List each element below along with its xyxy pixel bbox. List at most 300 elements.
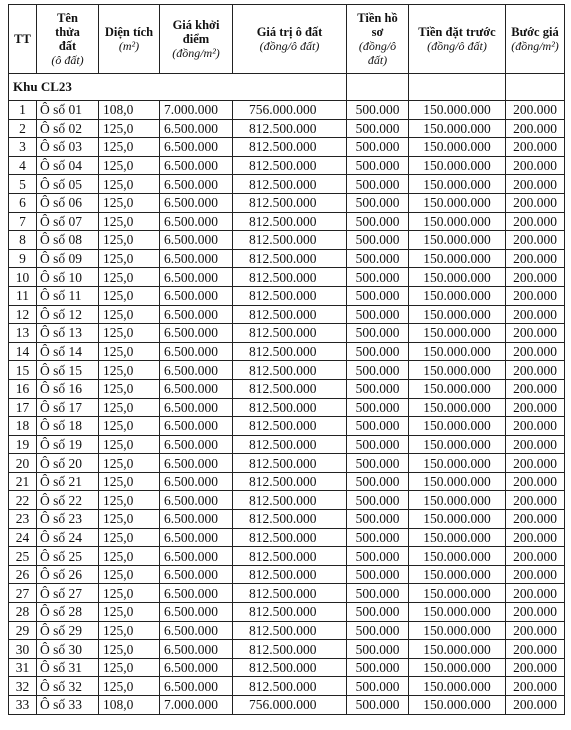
start-price-cell: 6.500.000 <box>160 621 233 640</box>
start-price-cell: 6.500.000 <box>160 286 233 305</box>
plot-area-cell: 125,0 <box>99 379 160 398</box>
table-row <box>9 305 565 324</box>
plot-name-cell: Ô số 33 <box>37 696 99 715</box>
application-fee-cell: 500.000 <box>347 547 409 566</box>
deposit-amount-cell: 150.000.000 <box>409 249 506 268</box>
plot-name-cell: Ô số 15 <box>37 361 99 380</box>
plot-value-cell: 812.500.000 <box>233 565 347 584</box>
row-number-cell: 30 <box>9 640 37 659</box>
application-fee-cell: 500.000 <box>347 361 409 380</box>
row-number-cell: 15 <box>9 361 37 380</box>
plot-name-cell: Ô số 08 <box>37 231 99 250</box>
table-row <box>9 193 565 212</box>
start-price-cell: 6.500.000 <box>160 231 233 250</box>
plot-name-cell: Ô số 19 <box>37 435 99 454</box>
price-step-cell: 200.000 <box>506 584 565 603</box>
plot-area-cell: 125,0 <box>99 491 160 510</box>
table-row <box>9 677 565 696</box>
plot-name-cell: Ô số 23 <box>37 510 99 529</box>
table-row <box>9 342 565 361</box>
row-number-cell: 11 <box>9 286 37 305</box>
start-price-cell: 6.500.000 <box>160 361 233 380</box>
deposit-amount-cell: 150.000.000 <box>409 547 506 566</box>
plot-name-cell: Ô số 21 <box>37 472 99 491</box>
section-empty-cell <box>409 74 506 101</box>
plot-value-cell: 812.500.000 <box>233 398 347 417</box>
table-row <box>9 454 565 473</box>
plot-area-cell: 125,0 <box>99 119 160 138</box>
plot-value-cell: 812.500.000 <box>233 658 347 677</box>
header-start-price-line1: Giá khởi <box>172 18 220 32</box>
price-step-cell: 200.000 <box>506 565 565 584</box>
row-number-cell: 25 <box>9 547 37 566</box>
application-fee-cell: 500.000 <box>347 156 409 175</box>
plot-value-cell: 812.500.000 <box>233 175 347 194</box>
plot-name-cell: Ô số 06 <box>37 193 99 212</box>
plot-area-cell: 125,0 <box>99 231 160 250</box>
row-number-cell: 5 <box>9 175 37 194</box>
table-body <box>9 74 565 715</box>
deposit-amount-cell: 150.000.000 <box>409 305 506 324</box>
table-row <box>9 231 565 250</box>
table-row <box>9 361 565 380</box>
table-row <box>9 435 565 454</box>
deposit-amount-cell: 150.000.000 <box>409 491 506 510</box>
plot-area-cell: 108,0 <box>99 696 160 715</box>
row-number-cell: 22 <box>9 491 37 510</box>
price-step-cell: 200.000 <box>506 528 565 547</box>
table-row <box>9 491 565 510</box>
plot-name-cell: Ô số 18 <box>37 417 99 436</box>
deposit-amount-cell: 150.000.000 <box>409 454 506 473</box>
table-row <box>9 640 565 659</box>
start-price-cell: 6.500.000 <box>160 417 233 436</box>
header-price-step <box>506 5 565 74</box>
plot-value-cell: 756.000.000 <box>233 696 347 715</box>
plot-area-cell: 125,0 <box>99 342 160 361</box>
plot-area-cell: 125,0 <box>99 454 160 473</box>
plot-name-cell: Ô số 16 <box>37 379 99 398</box>
application-fee-cell: 500.000 <box>347 305 409 324</box>
application-fee-cell: 500.000 <box>347 640 409 659</box>
plot-name-cell: Ô số 07 <box>37 212 99 231</box>
plot-area-cell: 125,0 <box>99 249 160 268</box>
plot-name-cell: Ô số 13 <box>37 324 99 343</box>
plot-name-cell: Ô số 10 <box>37 268 99 287</box>
header-plot-name-line2: thửa <box>55 25 80 39</box>
table-row <box>9 472 565 491</box>
application-fee-cell: 500.000 <box>347 565 409 584</box>
price-step-cell: 200.000 <box>506 193 565 212</box>
plot-name-cell: Ô số 20 <box>37 454 99 473</box>
deposit-amount-cell: 150.000.000 <box>409 342 506 361</box>
start-price-cell: 6.500.000 <box>160 212 233 231</box>
application-fee-cell: 500.000 <box>347 658 409 677</box>
deposit-amount-cell: 150.000.000 <box>409 472 506 491</box>
plot-area-cell: 125,0 <box>99 361 160 380</box>
plot-value-cell: 812.500.000 <box>233 472 347 491</box>
plot-name-cell: Ô số 12 <box>37 305 99 324</box>
plot-area-cell: 125,0 <box>99 528 160 547</box>
plot-value-cell: 812.500.000 <box>233 305 347 324</box>
plot-value-cell: 812.500.000 <box>233 491 347 510</box>
plot-area-cell: 125,0 <box>99 603 160 622</box>
table-row <box>9 417 565 436</box>
table-row <box>9 249 565 268</box>
plot-value-cell: 812.500.000 <box>233 417 347 436</box>
plot-value-cell: 812.500.000 <box>233 249 347 268</box>
plot-name-cell: Ô số 31 <box>37 658 99 677</box>
plot-value-cell: 812.500.000 <box>233 603 347 622</box>
table-row <box>9 510 565 529</box>
start-price-cell: 6.500.000 <box>160 491 233 510</box>
table-row <box>9 584 565 603</box>
application-fee-cell: 500.000 <box>347 510 409 529</box>
plot-name-cell: Ô số 05 <box>37 175 99 194</box>
plot-area-cell: 125,0 <box>99 398 160 417</box>
application-fee-cell: 500.000 <box>347 231 409 250</box>
start-price-cell: 6.500.000 <box>160 398 233 417</box>
plot-value-cell: 812.500.000 <box>233 528 347 547</box>
header-start-price <box>160 5 233 74</box>
deposit-amount-cell: 150.000.000 <box>409 398 506 417</box>
price-step-cell: 200.000 <box>506 696 565 715</box>
deposit-amount-cell: 150.000.000 <box>409 138 506 157</box>
plot-value-cell: 812.500.000 <box>233 138 347 157</box>
price-step-cell: 200.000 <box>506 547 565 566</box>
start-price-cell: 6.500.000 <box>160 435 233 454</box>
price-step-cell: 200.000 <box>506 454 565 473</box>
plot-value-cell: 812.500.000 <box>233 435 347 454</box>
plot-area-cell: 125,0 <box>99 510 160 529</box>
plot-value-cell: 812.500.000 <box>233 231 347 250</box>
start-price-cell: 6.500.000 <box>160 324 233 343</box>
application-fee-cell: 500.000 <box>347 584 409 603</box>
row-number-cell: 2 <box>9 119 37 138</box>
header-row <box>9 5 565 74</box>
plot-name-cell: Ô số 29 <box>37 621 99 640</box>
header-plot-name-line3: đất <box>58 39 77 53</box>
application-fee-cell: 500.000 <box>347 472 409 491</box>
start-price-cell: 7.000.000 <box>160 696 233 715</box>
start-price-cell: 6.500.000 <box>160 640 233 659</box>
plot-name-cell: Ô số 03 <box>37 138 99 157</box>
application-fee-cell: 500.000 <box>347 603 409 622</box>
plot-name-cell: Ô số 17 <box>37 398 99 417</box>
table-row <box>9 156 565 175</box>
plot-value-cell: 756.000.000 <box>233 101 347 120</box>
plot-area-cell: 125,0 <box>99 677 160 696</box>
header-plot-value <box>233 5 347 74</box>
plot-area-cell: 125,0 <box>99 472 160 491</box>
start-price-cell: 6.500.000 <box>160 175 233 194</box>
table-row <box>9 696 565 715</box>
header-start-price-unit: (đồng/m²) <box>172 46 220 60</box>
row-number-cell: 9 <box>9 249 37 268</box>
price-step-cell: 200.000 <box>506 677 565 696</box>
start-price-cell: 6.500.000 <box>160 379 233 398</box>
price-step-cell: 200.000 <box>506 324 565 343</box>
plot-area-cell: 125,0 <box>99 175 160 194</box>
price-step-cell: 200.000 <box>506 417 565 436</box>
plot-value-cell: 812.500.000 <box>233 379 347 398</box>
deposit-amount-cell: 150.000.000 <box>409 286 506 305</box>
row-number-cell: 8 <box>9 231 37 250</box>
row-number-cell: 20 <box>9 454 37 473</box>
row-number-cell: 17 <box>9 398 37 417</box>
price-step-cell: 200.000 <box>506 398 565 417</box>
plot-value-cell: 812.500.000 <box>233 677 347 696</box>
application-fee-cell: 500.000 <box>347 621 409 640</box>
price-step-cell: 200.000 <box>506 342 565 361</box>
header-plot-name <box>37 5 99 74</box>
deposit-amount-cell: 150.000.000 <box>409 212 506 231</box>
plot-value-cell: 812.500.000 <box>233 193 347 212</box>
price-step-cell: 200.000 <box>506 268 565 287</box>
row-number-cell: 3 <box>9 138 37 157</box>
deposit-amount-cell: 150.000.000 <box>409 603 506 622</box>
start-price-cell: 6.500.000 <box>160 454 233 473</box>
plot-value-cell: 812.500.000 <box>233 621 347 640</box>
start-price-cell: 6.500.000 <box>160 268 233 287</box>
plot-area-cell: 108,0 <box>99 101 160 120</box>
deposit-amount-cell: 150.000.000 <box>409 268 506 287</box>
header-area-unit: (m²) <box>118 39 140 53</box>
header-application-fee-line2: sơ <box>371 25 384 39</box>
plot-name-cell: Ô số 30 <box>37 640 99 659</box>
price-step-cell: 200.000 <box>506 640 565 659</box>
deposit-amount-cell: 150.000.000 <box>409 156 506 175</box>
price-step-cell: 200.000 <box>506 510 565 529</box>
application-fee-cell: 500.000 <box>347 454 409 473</box>
header-price-step-unit: (đồng/m²) <box>511 39 559 53</box>
start-price-cell: 7.000.000 <box>160 101 233 120</box>
application-fee-cell: 500.000 <box>347 324 409 343</box>
row-number-cell: 12 <box>9 305 37 324</box>
plot-value-cell: 812.500.000 <box>233 584 347 603</box>
price-step-cell: 200.000 <box>506 231 565 250</box>
price-step-cell: 200.000 <box>506 379 565 398</box>
start-price-cell: 6.500.000 <box>160 677 233 696</box>
table-row <box>9 621 565 640</box>
plot-area-cell: 125,0 <box>99 268 160 287</box>
table-row <box>9 138 565 157</box>
table-row <box>9 119 565 138</box>
table-row <box>9 379 565 398</box>
price-step-cell: 200.000 <box>506 249 565 268</box>
price-step-cell: 200.000 <box>506 491 565 510</box>
application-fee-cell: 500.000 <box>347 528 409 547</box>
plot-area-cell: 125,0 <box>99 212 160 231</box>
price-step-cell: 200.000 <box>506 361 565 380</box>
plot-name-cell: Ô số 22 <box>37 491 99 510</box>
row-number-cell: 13 <box>9 324 37 343</box>
price-step-cell: 200.000 <box>506 156 565 175</box>
deposit-amount-cell: 150.000.000 <box>409 379 506 398</box>
start-price-cell: 6.500.000 <box>160 658 233 677</box>
row-number-cell: 18 <box>9 417 37 436</box>
start-price-cell: 6.500.000 <box>160 342 233 361</box>
header-deposit <box>409 5 506 74</box>
header-plot-value-label: Giá trị ô đất <box>256 25 323 39</box>
row-number-cell: 31 <box>9 658 37 677</box>
plot-name-cell: Ô số 27 <box>37 584 99 603</box>
row-number-cell: 27 <box>9 584 37 603</box>
table-row <box>9 398 565 417</box>
table-row <box>9 286 565 305</box>
application-fee-cell: 500.000 <box>347 138 409 157</box>
application-fee-cell: 500.000 <box>347 491 409 510</box>
header-plot-name-unit: (ô đất) <box>51 53 84 67</box>
plot-area-cell: 125,0 <box>99 584 160 603</box>
deposit-amount-cell: 150.000.000 <box>409 193 506 212</box>
plot-area-cell: 125,0 <box>99 621 160 640</box>
header-area-label: Diện tích <box>104 25 154 39</box>
price-step-cell: 200.000 <box>506 658 565 677</box>
header-deposit-unit: (đồng/ô đất) <box>427 39 487 53</box>
table-row <box>9 658 565 677</box>
row-number-cell: 7 <box>9 212 37 231</box>
plot-name-cell: Ô số 01 <box>37 101 99 120</box>
plot-area-cell: 125,0 <box>99 640 160 659</box>
plot-area-cell: 125,0 <box>99 286 160 305</box>
table-row <box>9 175 565 194</box>
row-number-cell: 4 <box>9 156 37 175</box>
plot-value-cell: 812.500.000 <box>233 342 347 361</box>
deposit-amount-cell: 150.000.000 <box>409 231 506 250</box>
deposit-amount-cell: 150.000.000 <box>409 324 506 343</box>
row-number-cell: 6 <box>9 193 37 212</box>
start-price-cell: 6.500.000 <box>160 138 233 157</box>
plot-value-cell: 812.500.000 <box>233 268 347 287</box>
start-price-cell: 6.500.000 <box>160 472 233 491</box>
header-plot-value-unit: (đồng/ô đất) <box>259 39 320 53</box>
plot-name-cell: Ô số 25 <box>37 547 99 566</box>
plot-value-cell: 812.500.000 <box>233 119 347 138</box>
deposit-amount-cell: 150.000.000 <box>409 361 506 380</box>
application-fee-cell: 500.000 <box>347 435 409 454</box>
plot-area-cell: 125,0 <box>99 658 160 677</box>
section-row <box>9 74 565 101</box>
application-fee-cell: 500.000 <box>347 379 409 398</box>
section-empty-cell <box>506 74 565 101</box>
deposit-amount-cell: 150.000.000 <box>409 584 506 603</box>
plot-area-cell: 125,0 <box>99 193 160 212</box>
row-number-cell: 32 <box>9 677 37 696</box>
table-row <box>9 528 565 547</box>
row-number-cell: 10 <box>9 268 37 287</box>
price-step-cell: 200.000 <box>506 472 565 491</box>
plot-name-cell: Ô số 11 <box>37 286 99 305</box>
row-number-cell: 16 <box>9 379 37 398</box>
deposit-amount-cell: 150.000.000 <box>409 565 506 584</box>
start-price-cell: 6.500.000 <box>160 584 233 603</box>
row-number-cell: 23 <box>9 510 37 529</box>
section-empty-cell <box>347 74 409 101</box>
application-fee-cell: 500.000 <box>347 286 409 305</box>
plot-area-cell: 125,0 <box>99 565 160 584</box>
plot-name-cell: Ô số 09 <box>37 249 99 268</box>
header-start-price-line2: điểm <box>182 32 210 46</box>
header-application-fee-unit2: đất) <box>367 53 388 67</box>
plot-name-cell: Ô số 26 <box>37 565 99 584</box>
price-step-cell: 200.000 <box>506 286 565 305</box>
plot-value-cell: 812.500.000 <box>233 640 347 659</box>
plot-area-cell: 125,0 <box>99 138 160 157</box>
plot-value-cell: 812.500.000 <box>233 324 347 343</box>
table-header <box>9 5 565 74</box>
deposit-amount-cell: 150.000.000 <box>409 175 506 194</box>
start-price-cell: 6.500.000 <box>160 547 233 566</box>
price-step-cell: 200.000 <box>506 212 565 231</box>
deposit-amount-cell: 150.000.000 <box>409 640 506 659</box>
plot-name-cell: Ô số 04 <box>37 156 99 175</box>
price-step-cell: 200.000 <box>506 435 565 454</box>
plot-area-cell: 125,0 <box>99 156 160 175</box>
header-application-fee <box>347 5 409 74</box>
plot-value-cell: 812.500.000 <box>233 286 347 305</box>
table-row <box>9 101 565 120</box>
start-price-cell: 6.500.000 <box>160 305 233 324</box>
plot-value-cell: 812.500.000 <box>233 547 347 566</box>
header-plot-name-line1: Tên <box>57 11 78 25</box>
row-number-cell: 19 <box>9 435 37 454</box>
application-fee-cell: 500.000 <box>347 175 409 194</box>
row-number-cell: 29 <box>9 621 37 640</box>
start-price-cell: 6.500.000 <box>160 603 233 622</box>
price-step-cell: 200.000 <box>506 101 565 120</box>
price-step-cell: 200.000 <box>506 621 565 640</box>
application-fee-cell: 500.000 <box>347 677 409 696</box>
land-plot-price-table <box>8 4 565 715</box>
row-number-cell: 24 <box>9 528 37 547</box>
deposit-amount-cell: 150.000.000 <box>409 119 506 138</box>
price-step-cell: 200.000 <box>506 175 565 194</box>
application-fee-cell: 500.000 <box>347 212 409 231</box>
application-fee-cell: 500.000 <box>347 417 409 436</box>
row-number-cell: 26 <box>9 565 37 584</box>
plot-area-cell: 125,0 <box>99 305 160 324</box>
plot-area-cell: 125,0 <box>99 324 160 343</box>
header-deposit-label: Tiền đặt trước <box>418 25 496 39</box>
plot-name-cell: Ô số 32 <box>37 677 99 696</box>
application-fee-cell: 500.000 <box>347 696 409 715</box>
application-fee-cell: 500.000 <box>347 398 409 417</box>
start-price-cell: 6.500.000 <box>160 528 233 547</box>
table-row <box>9 212 565 231</box>
deposit-amount-cell: 150.000.000 <box>409 510 506 529</box>
plot-value-cell: 812.500.000 <box>233 510 347 529</box>
application-fee-cell: 500.000 <box>347 342 409 361</box>
application-fee-cell: 500.000 <box>347 193 409 212</box>
price-step-cell: 200.000 <box>506 603 565 622</box>
start-price-cell: 6.500.000 <box>160 249 233 268</box>
plot-name-cell: Ô số 02 <box>37 119 99 138</box>
application-fee-cell: 500.000 <box>347 119 409 138</box>
plot-value-cell: 812.500.000 <box>233 361 347 380</box>
plot-name-cell: Ô số 24 <box>37 528 99 547</box>
header-application-fee-unit1: (đồng/ô <box>358 39 397 53</box>
deposit-amount-cell: 150.000.000 <box>409 101 506 120</box>
plot-area-cell: 125,0 <box>99 435 160 454</box>
plot-name-cell: Ô số 28 <box>37 603 99 622</box>
start-price-cell: 6.500.000 <box>160 193 233 212</box>
header-tt-label: TT <box>14 32 31 46</box>
plot-value-cell: 812.500.000 <box>233 156 347 175</box>
deposit-amount-cell: 150.000.000 <box>409 621 506 640</box>
deposit-amount-cell: 150.000.000 <box>409 528 506 547</box>
plot-name-cell: Ô số 14 <box>37 342 99 361</box>
